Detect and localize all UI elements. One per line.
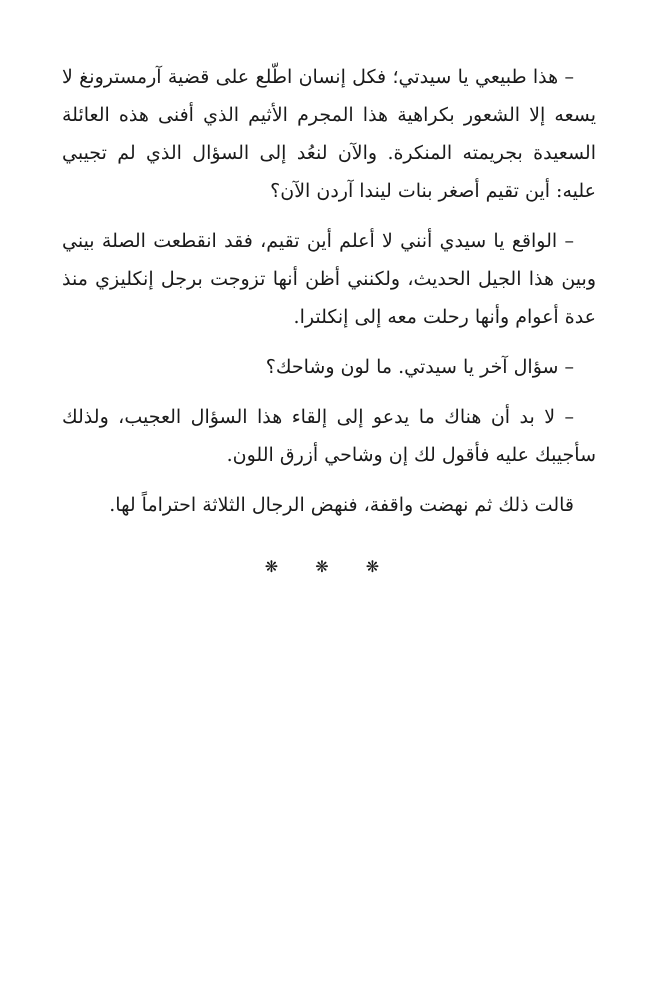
paragraph-5: قالت ذلك ثم نهضت واقفة، فنهض الرجال الثلاثة احتراماً لها. [109,494,574,516]
paragraph-3: – سؤال آخر يا سيدتي. ما لون وشاحك؟ [265,356,574,378]
book-page [62,58,596,586]
asterism-star: ❋ [315,557,343,576]
section-separator [62,548,596,586]
paragraph-2: – الواقع يا سيدي أنني لا أعلم أين تقيم، فقد انقطعت الصلة بيني وبين هذا الجيل الحديث، ولكنني أظن أنها تزوجت برجل إنكليزي منذ عدة أعوام وأنها رحلت معه إلى إنكلترا. [62,230,596,328]
paragraph-1: – هذا طبيعي يا سيدتي؛ فكل إنسان اطّلع على قضية آرمسترونغ لا يسعه إلا الشعور بكراهية هذا المجرم الأثيم الذي أفنى هذه العائلة السعيدة بجريمته المنكرة. والآن لنعُد إلى السؤال الذي لم تجيبي عليه: أين تقيم أصغر بنات ليندا آردن الآن؟ [62,66,596,202]
paragraph-4: – لا بد أن هناك ما يدعو إلى إلقاء هذا السؤال العجيب، ولذلك سأجيبك عليه فأقول لك إن وشاحي أزرق اللون. [62,406,596,466]
asterism-star: ❋ [365,557,394,576]
asterism-star: ❋ [264,557,293,576]
